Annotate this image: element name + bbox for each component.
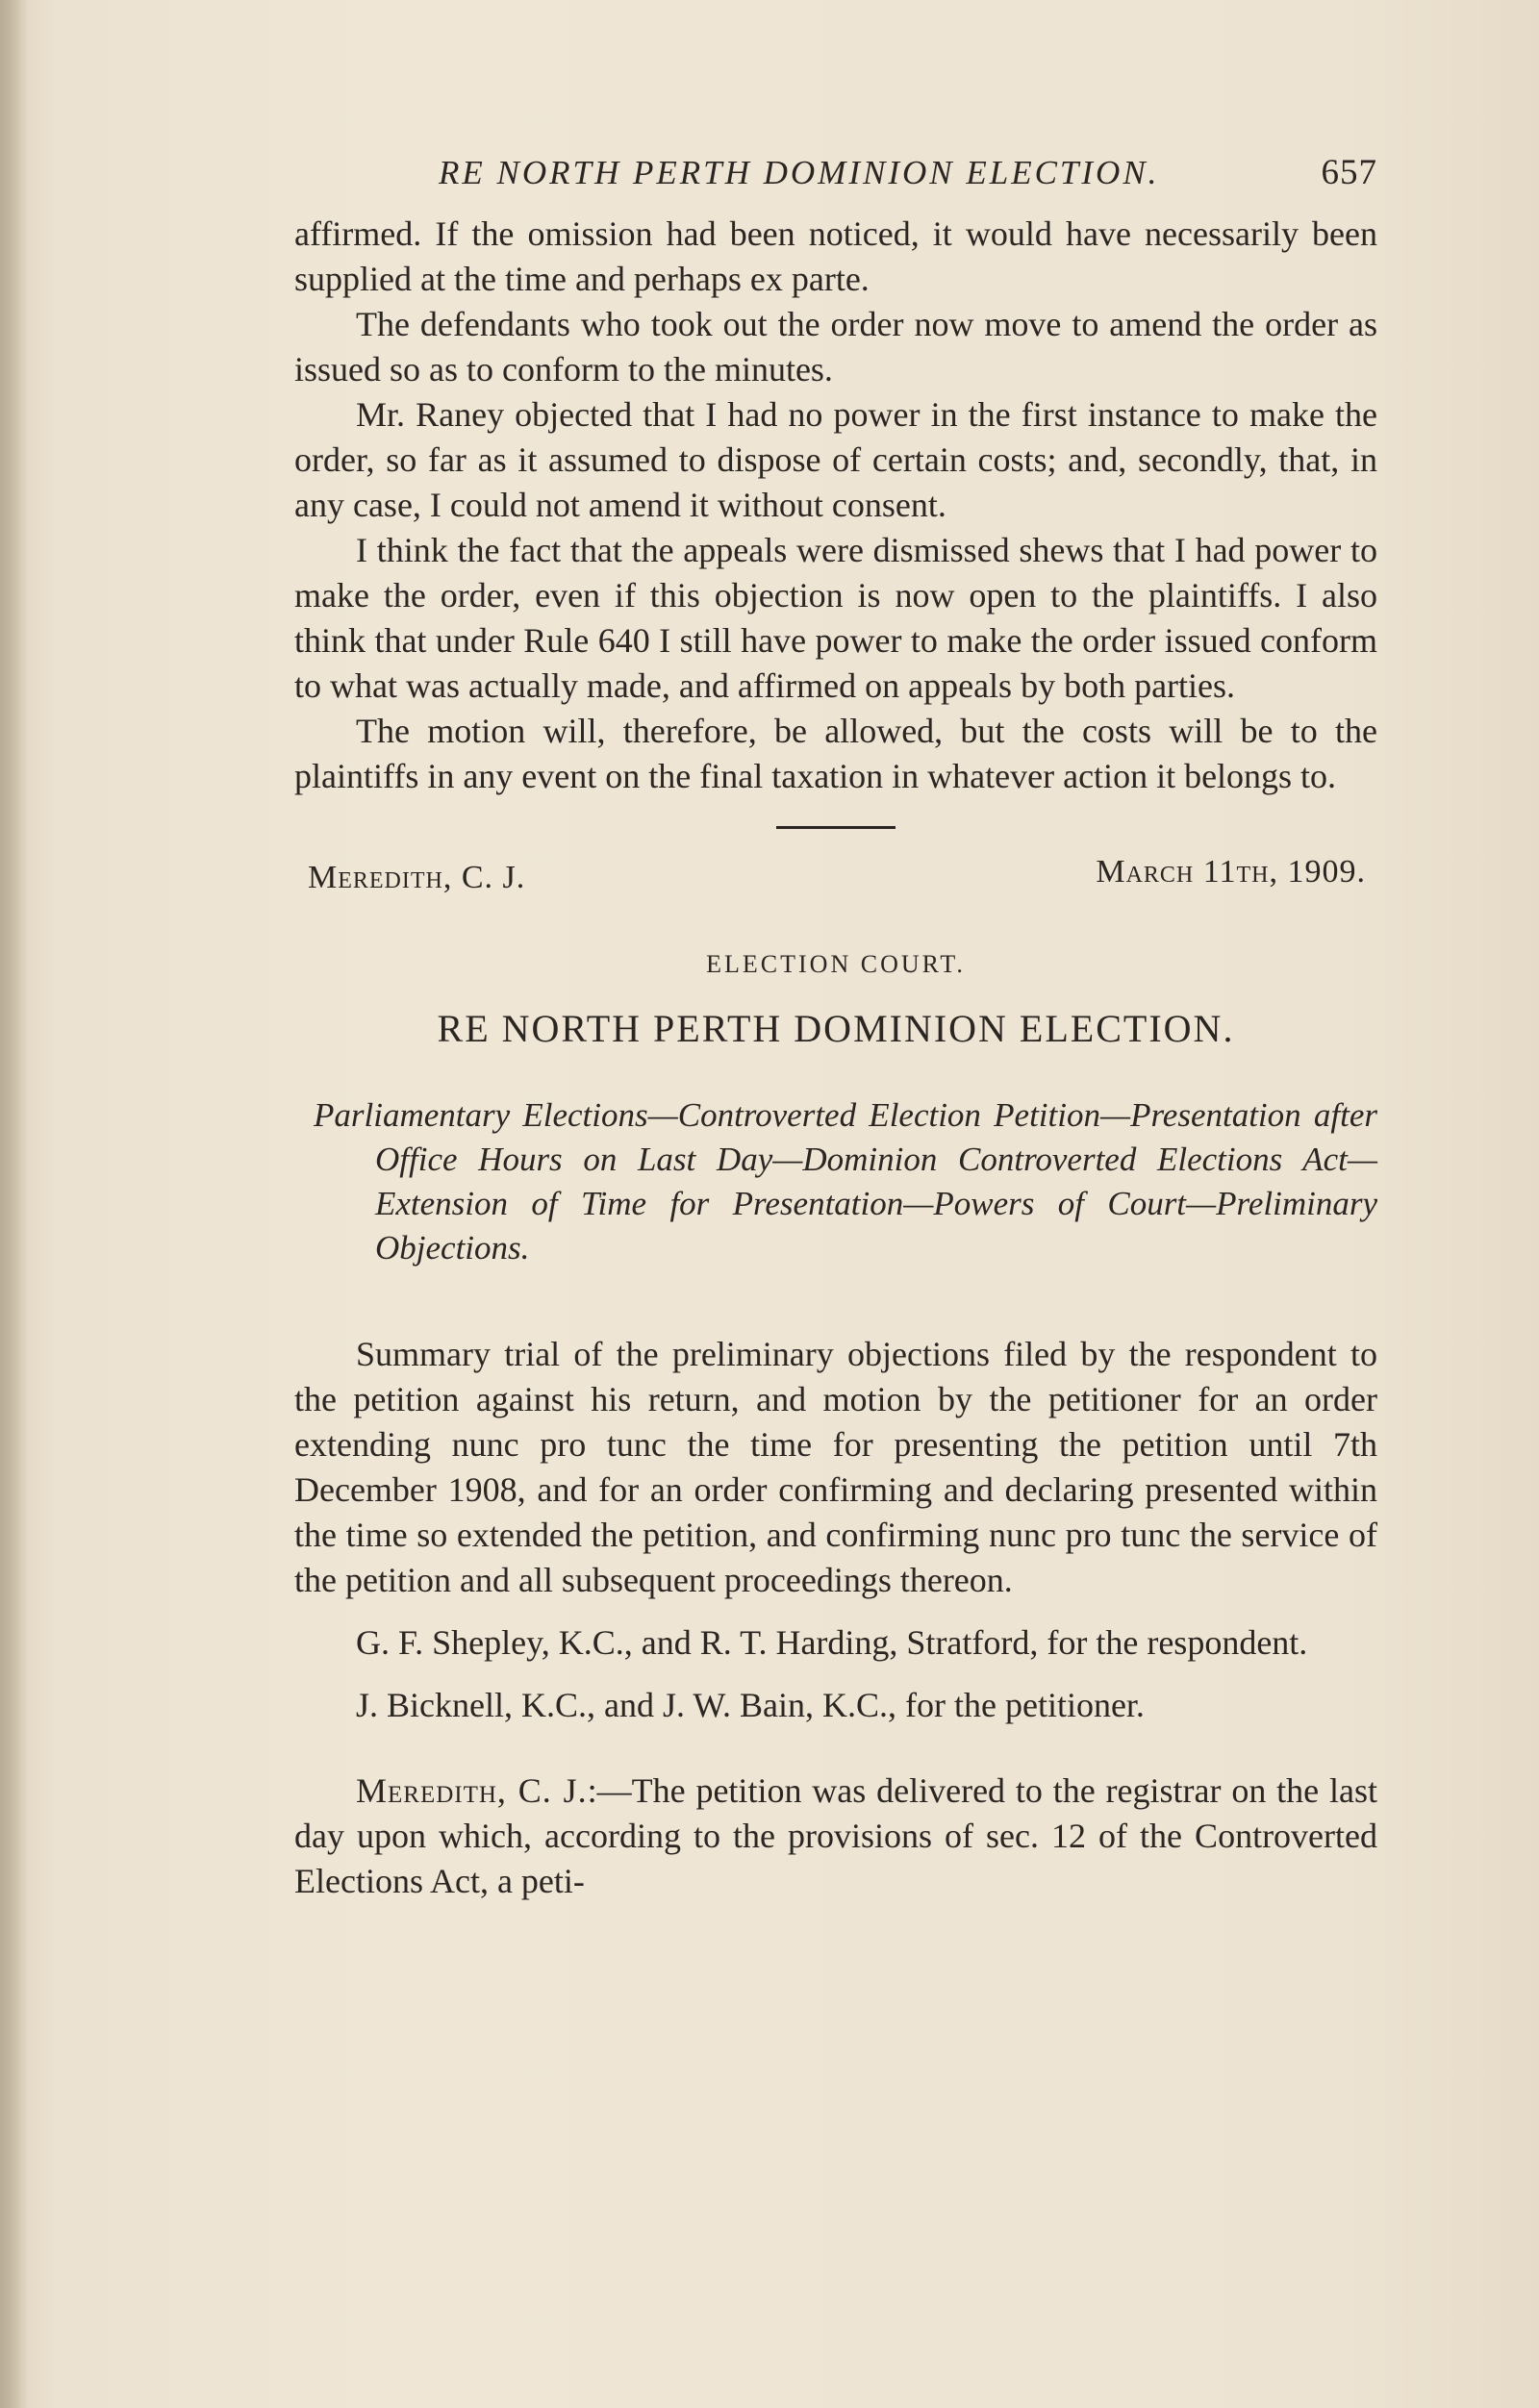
body-paragraph: The motion will, therefore, be allowed, but the costs will be to the plaintiffs in any event on the final taxation in whatever action it belongs to. (294, 712, 1377, 795)
court-name: ELECTION COURT. (706, 950, 966, 978)
running-header (294, 144, 1377, 212)
opinion-text: :—The petition was delivered to the registrar on the last day upon which, according to the provisions of sec. 12 of the Controverted Elections Act, a peti- (294, 1771, 1377, 1900)
running-title: RE NORTH PERTH DOMINION ELECTION. (439, 154, 1160, 191)
page-gutter-shadow (0, 0, 29, 2408)
body-paragraph: affirmed. If the omission had been noticed, it would have necessarily been supplied at the time and perhaps ex parte. (294, 214, 1377, 298)
case-headnote: Parliamentary Elections—Controverted Election Petition—Presentation after Office Hours on Last Day—Dominion Controverted Elections Act—Extension of Time for Presentation—Powers of Court—Preliminary Objections. (314, 1096, 1377, 1267)
body-paragraph: The defendants who took out the order now move to amend the order as issued so as to conform to the minutes. (294, 305, 1377, 389)
counsel-respondent: G. F. Shepley, K.C., and R. T. Harding, Stratford, for the respondent. (356, 1623, 1308, 1662)
opinion-paragraph (294, 1768, 1377, 1904)
opinion-speaker: Meredith, C. J. (356, 1771, 588, 1810)
page-number: 657 (1321, 153, 1377, 192)
case-summary: Summary trial of the preliminary objections filed by the respondent to the petition against his return, and motion by the petitioner for an order extending nunc pro tunc the time for presenting the petition until 7th December 1908, and for an order confirming and declaring presented within the time so extended the petition, and confirming nunc pro tunc the service of the petition and all subsequent proceedings thereon. (294, 1335, 1377, 1599)
body-paragraph: Mr. Raney objected that I had no power in the first instance to make the order, so far as it assumed to dispose of certain costs; and, secondly, that, in any case, I could not amend it without consent. (294, 395, 1377, 524)
case-date: March 11th, 1909. (1096, 854, 1366, 890)
case-judge-date-line (294, 854, 1377, 908)
case-judge: Meredith, C. J. (308, 860, 526, 895)
counsel-petitioner: J. Bicknell, K.C., and J. W. Bain, K.C., for the petitioner. (356, 1686, 1145, 1724)
page-content (294, 144, 1377, 1904)
section-divider (776, 826, 896, 829)
body-paragraph: I think the fact that the appeals were dismissed shews that I had power to make the order, even if this objection is now open to the plaintiffs. I also think that under Rule 640 I still have power to make the order issued conform to what was actually made, and affirmed on appeals by both parties. (294, 531, 1377, 705)
case-title: RE NORTH PERTH DOMINION ELECTION. (437, 1007, 1235, 1050)
